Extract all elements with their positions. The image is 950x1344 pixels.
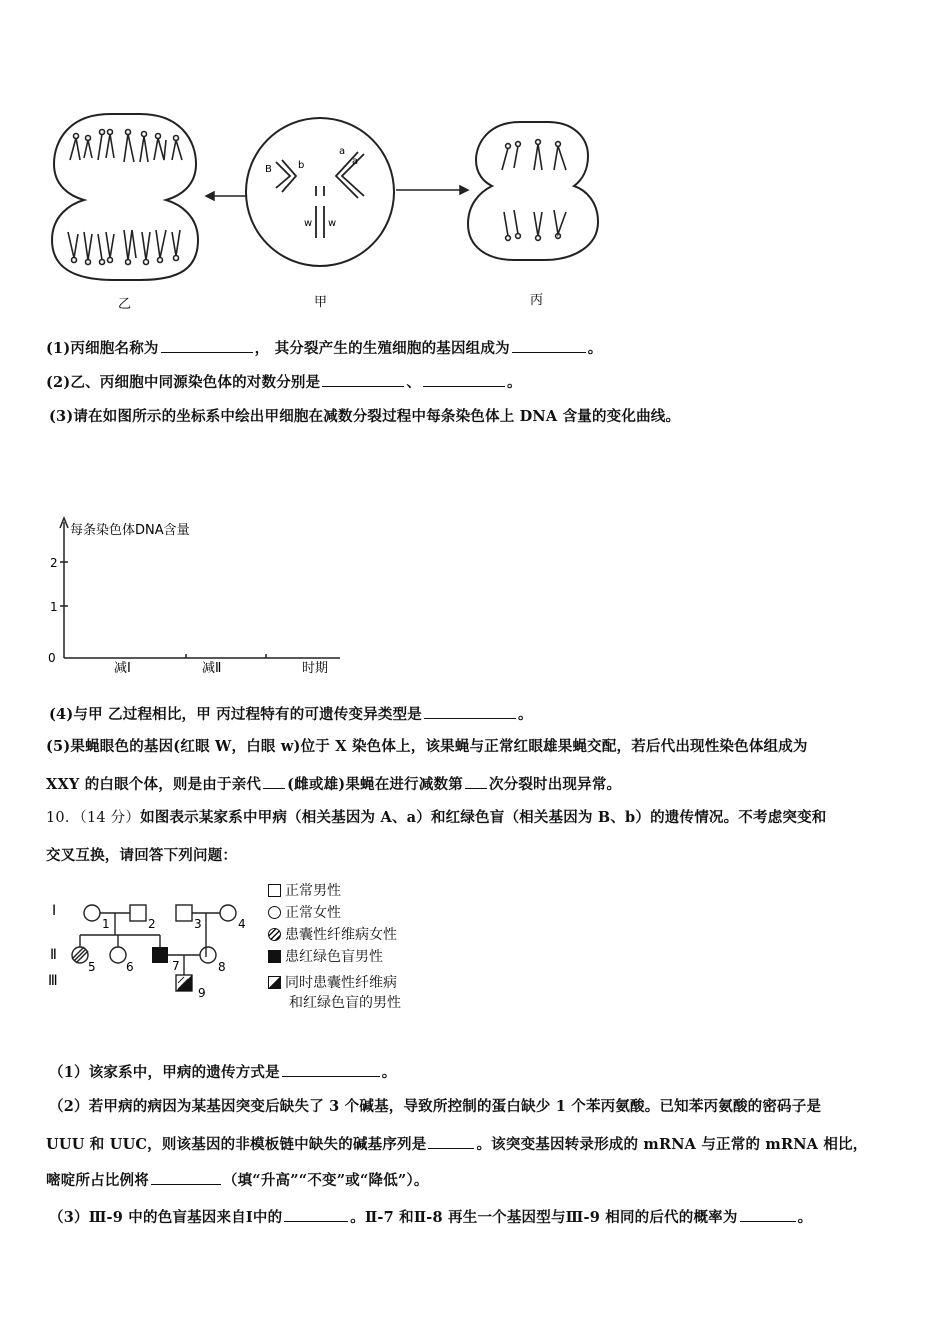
hatched-circle-icon xyxy=(268,928,281,941)
y-tick-2: 2 xyxy=(50,556,58,570)
id-5: 5 xyxy=(88,960,96,974)
answer-blank[interactable] xyxy=(423,374,505,387)
legend-cf-female: 患囊性纤维病女性 xyxy=(268,924,397,944)
answer-blank[interactable] xyxy=(740,1209,796,1222)
pedigree-chart xyxy=(40,895,270,1010)
cell-jia-membrane xyxy=(246,118,394,266)
question-10-2-line1: （2）若甲病的病因为某基因突变后缺失了 3 个碱基，导致所控制的蛋白缺少 1 个苯丙氨酸。已知苯丙氨酸的密码子是 xyxy=(49,1098,822,1115)
id-8: 8 xyxy=(218,960,226,974)
question-10-2-line2: UUU 和 UUC，则该基因的非模板链中缺失的碱基序列是 。该突变基因转录形成的 mRNA 与正常的 mRNA 相比， xyxy=(46,1136,868,1153)
cell-bing-membrane xyxy=(468,122,598,260)
allele-a-top: a xyxy=(339,146,346,157)
cell-division-figure xyxy=(40,100,620,320)
legend-both-male-line2: 和红绿色盲的男性 xyxy=(289,995,401,1011)
individual-7 xyxy=(152,947,168,963)
question-2: (2)乙、丙细胞中同源染色体的对数分别是 、 。 xyxy=(46,374,522,391)
allele-a-bottom: a xyxy=(352,156,359,167)
id-1: 1 xyxy=(102,917,110,931)
legend-colorblind-male: 患红绿色盲男性 xyxy=(268,946,383,966)
individual-4 xyxy=(220,905,236,921)
circle-icon xyxy=(268,906,281,919)
dna-content-graph[interactable] xyxy=(40,510,350,680)
filled-square-icon xyxy=(268,950,281,963)
arrow-to-bing xyxy=(396,186,468,194)
cell-yi-chromosomes-bottom xyxy=(68,230,180,265)
y-tick-0: 0 xyxy=(48,651,56,665)
legend-both-male: 同时患囊性纤维病 xyxy=(268,972,397,992)
answer-blank[interactable] xyxy=(263,776,285,789)
id-3: 3 xyxy=(194,917,202,931)
answer-blank[interactable] xyxy=(465,776,487,789)
id-4: 4 xyxy=(238,917,246,931)
id-2: 2 xyxy=(148,917,156,931)
question-10-1: （1）该家系中，甲病的遗传方式是 。 xyxy=(49,1064,397,1081)
individual-6 xyxy=(110,947,126,963)
label-bing: 丙 xyxy=(530,293,544,308)
id-9: 9 xyxy=(198,986,206,1000)
square-icon xyxy=(268,884,281,897)
answer-blank[interactable] xyxy=(284,1209,348,1222)
question-5-line2: XXY 的白眼个体，则是由于亲代 (雌或雄)果蝇在进行减数第 次分裂时出现异常。 xyxy=(46,776,622,793)
question-10-intro-line1: 10．（14 分）如图表示某家系中甲病（相关基因为 A、a）和红绿色盲（相关基因为 B、b）的遗传情况。不考虑突变和 xyxy=(46,809,827,826)
cell-bing-chromosomes xyxy=(502,140,566,241)
individual-2 xyxy=(130,905,146,921)
allele-b: b xyxy=(298,160,305,171)
x-tick-meiosis2: 减Ⅱ xyxy=(202,661,222,676)
individual-1 xyxy=(84,905,100,921)
answer-blank[interactable] xyxy=(428,1136,474,1149)
allele-w2: w xyxy=(328,218,337,229)
generation-III: Ⅲ xyxy=(48,973,58,989)
individual-8 xyxy=(200,947,216,963)
id-7: 7 xyxy=(172,959,180,973)
label-yi: 乙 xyxy=(118,297,132,312)
question-5-line1: (5)果蝇眼色的基因(红眼 W，白眼 w)位于 X 染色体上，该果蝇与正常红眼雄果蝇交配，若后代出现性染色体组成为 xyxy=(46,738,808,755)
question-10-3: （3）Ⅲ-9 中的色盲基因来自Ⅰ中的 。Ⅱ-7 和Ⅱ-8 再生一个基因型与Ⅲ-9 相同的后代的概率为 。 xyxy=(49,1209,813,1226)
allele-w1: w xyxy=(304,218,313,229)
individual-3 xyxy=(176,905,192,921)
question-4: (4)与甲 乙过程相比，甲 丙过程特有的可遗传变异类型是 。 xyxy=(49,706,533,723)
x-axis-label: 时期 xyxy=(302,661,329,676)
y-tick-1: 1 xyxy=(50,600,58,614)
answer-blank[interactable] xyxy=(424,706,516,719)
arrow-to-yi xyxy=(206,192,246,200)
answer-blank[interactable] xyxy=(282,1064,380,1077)
generation-I: Ⅰ xyxy=(52,903,57,919)
question-3: (3)请在如图所示的坐标系中绘出甲细胞在减数分裂过程中每条染色体上 DNA 含量的变化曲线。 xyxy=(49,408,681,425)
allele-B: B xyxy=(265,164,272,175)
question-10-2-line3: 嘧啶所占比例将 （填“升高”“不变”或“降低”）。 xyxy=(46,1172,429,1189)
answer-blank[interactable] xyxy=(322,374,404,387)
legend-normal-female: 正常女性 xyxy=(268,902,341,922)
question-10-intro-line2: 交叉互换，请回答下列问题： xyxy=(46,847,238,864)
half-filled-square-icon xyxy=(268,976,281,989)
legend-normal-male: 正常男性 xyxy=(268,880,341,900)
individual-9 xyxy=(176,975,192,991)
id-6: 6 xyxy=(126,960,134,974)
cell-jia-chromosomes xyxy=(276,152,364,238)
answer-blank[interactable] xyxy=(161,340,253,353)
cell-yi-chromosomes-top xyxy=(70,130,182,163)
answer-blank[interactable] xyxy=(512,340,586,353)
graph-ylabel: 每条染色体DNA含量 xyxy=(70,523,190,538)
generation-II: Ⅱ xyxy=(50,947,57,963)
answer-blank[interactable] xyxy=(151,1172,221,1185)
x-tick-meiosis1: 减Ⅰ xyxy=(114,661,131,676)
label-jia: 甲 xyxy=(314,295,328,310)
question-1: (1)丙细胞名称为 ， 其分裂产生的生殖细胞的基因组成为 。 xyxy=(46,340,603,357)
